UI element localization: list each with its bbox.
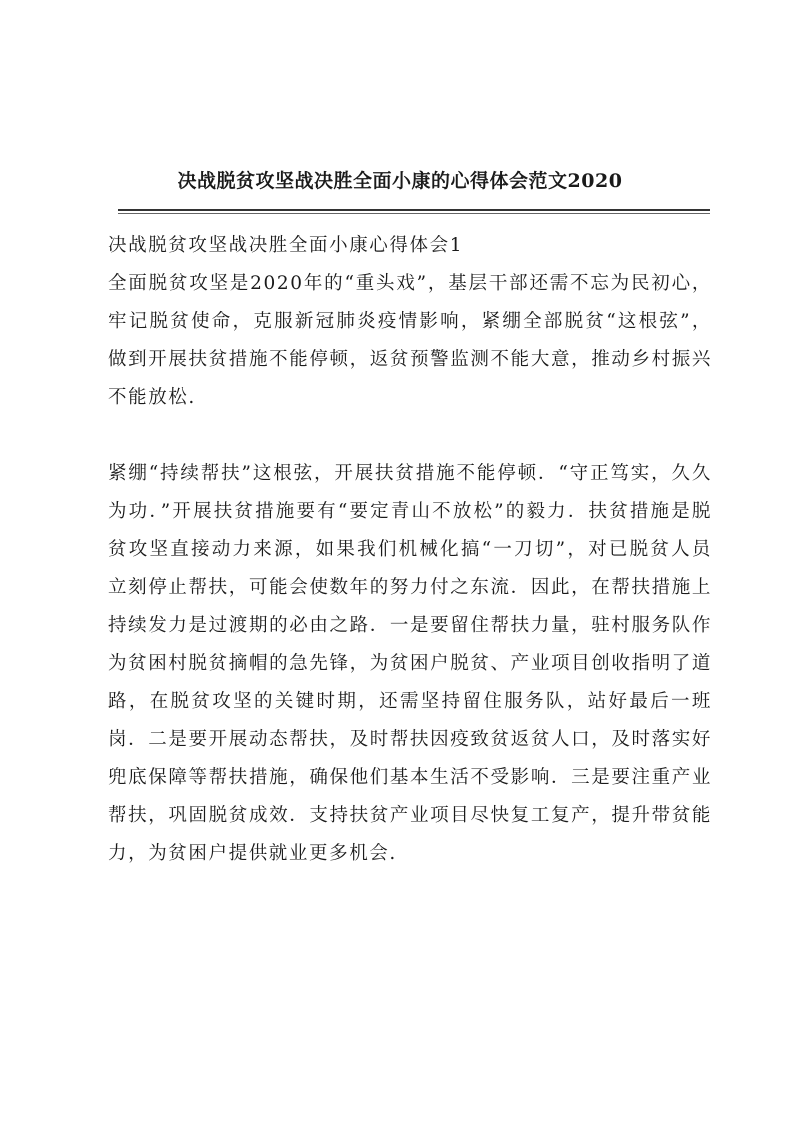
paragraph-2: 紧绷“持续帮扶”这根弦，开展扶贫措施不能停顿．“守正笃实，久久为功．”开展扶贫措施要有“要定青山不放松”的毅力．扶贫措施是脱贫攻坚直接动力来源，如果我们机械化搞“一刀切”，对已脱贫人员立刻停止帮扶，可能会使数年的努力付之东流．因此，在帮扶措施上持续发力是过渡期的必由之路．一是要留住帮扶力量，驻村服务队作为贫困村脱贫摘帽的急先锋，为贫困户脱贫、产业项目创收指明了道路，在脱贫攻坚的关键时期，还需坚持留住服务队，站好最后一班岗．二是要开展动态帮扶，及时帮扶因疫致贫返贫人口，及时落实好兜底保障等帮扶措施，确保他们基本生活不受影响．三是要注重产业帮扶，巩固脱贫成效．支持扶贫产业项目尽快复工复产，提升带贫能力，为贫困户提供就业更多机会. bbox=[108, 463, 712, 864]
paragraph-1: 全面脱贫攻坚是2020年的“重头戏”，基层干部还需不忘为民初心，牢记脱贫使命，克服新冠肺炎疫情影响，紧绷全部脱贫“这根弦”，做到开展扶贫措施不能停顿，返贫预警监测不能大意，推动乡村振兴不能放松. bbox=[108, 273, 712, 408]
paragraph-spacer bbox=[108, 417, 712, 455]
title-underline bbox=[118, 209, 710, 211]
page-title: 决战脱贫攻坚战决胜全面小康的心得体会范文2020 bbox=[177, 170, 623, 192]
document-body bbox=[108, 227, 712, 873]
section-heading: 决战脱贫攻坚战决胜全面小康心得体会1 bbox=[108, 235, 464, 256]
title-underline-thin bbox=[118, 213, 710, 214]
